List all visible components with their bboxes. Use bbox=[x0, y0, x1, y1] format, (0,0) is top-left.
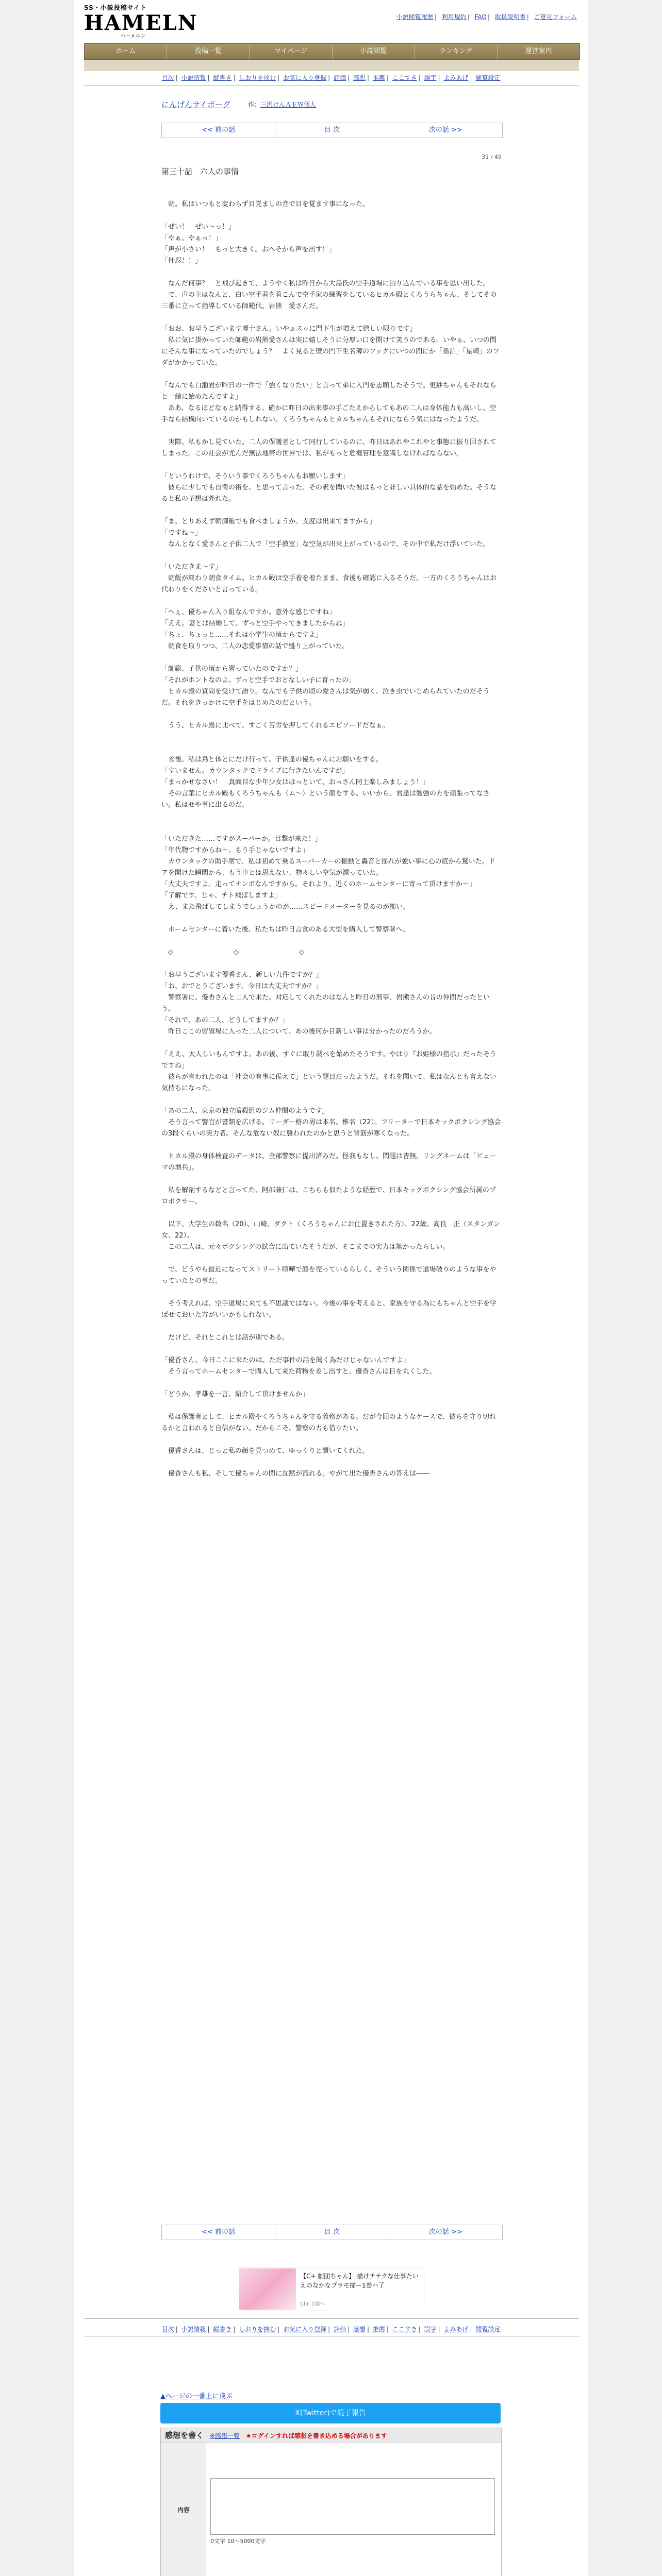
blank-line bbox=[161, 1038, 502, 1049]
paragraph: 「へぇ、優ちゃん入り組なんですか。意外な感じですね」 bbox=[161, 608, 336, 616]
paragraph: 彼らが言われたのは「社会の有事に備えて」という題目だったようだ。それを聞いて、私はなんとも言えない気持ちになった。 bbox=[161, 1073, 496, 1092]
blank-line bbox=[161, 550, 502, 562]
review-header bbox=[161, 2428, 501, 2443]
paragraph: で、どうやら最近になってストリート喧嘩で顔を売っているらしく、そういう関係で道場破りのような事をやっていたとの事だ。 bbox=[161, 1266, 496, 1285]
review-row bbox=[161, 2443, 501, 2576]
site-logo[interactable] bbox=[84, 3, 198, 39]
paragraph: 「押忍！！」 bbox=[161, 257, 202, 265]
review-content-label: 内容 bbox=[161, 2443, 206, 2576]
crumb-vertical[interactable]: 縦書き bbox=[213, 2326, 232, 2333]
blank-line bbox=[161, 426, 502, 437]
ad-sub: Cf+ 1週へ bbox=[300, 2301, 325, 2307]
crumb-review[interactable]: 感想 bbox=[353, 74, 366, 81]
nav-list[interactable]: 投稿一覧 bbox=[167, 44, 250, 59]
blank-line bbox=[161, 1174, 502, 1185]
crumb-favorite[interactable]: お気に入り登録 bbox=[283, 2326, 327, 2333]
page bbox=[74, 0, 588, 2576]
paragraph: 「年代物ですからね〜。もう手じゃないですよ」 bbox=[161, 846, 309, 854]
paragraph: 「優香さん、今日ここに来たのは、ただ事件の話を聞く為だけじゃないんですよ」 bbox=[161, 1357, 410, 1364]
link-feedback[interactable]: ご意見フォーム bbox=[534, 13, 577, 21]
link-manual[interactable]: 取扱説明書 bbox=[494, 13, 526, 21]
crumb-recommend[interactable]: 推薦 bbox=[372, 74, 385, 81]
logo-ruby: ハーメルン bbox=[120, 33, 146, 39]
blank-line bbox=[161, 913, 502, 924]
paragraph: 以下、大学生の数名（20）、山崎、ダクト（くろうちゃんにお仕置きされた方）、22歳、高良 正（スタンガン女、22）。 bbox=[161, 1221, 501, 1240]
paragraph: 「了解です。じゃ、チト飛ばしますよ」 bbox=[161, 892, 282, 900]
blank-line bbox=[161, 1287, 502, 1298]
nav-about[interactable]: 運営案内 bbox=[525, 47, 552, 55]
paragraph: 「師範、子供の頃から習っていたのですか？」 bbox=[161, 665, 303, 673]
paragraph: 「おお、お早うございます博士さん。いやぁスゥに門下生が増えて嬉しい限りです」 bbox=[161, 325, 417, 333]
paragraph: 優香さんは、じっと私の顔を見つめて、ゆっくりと頷いてくれた。 bbox=[161, 1447, 369, 1455]
paragraph: 「お、おでとうございます。今日は大丈夫ですか？」 bbox=[161, 982, 322, 990]
paragraph: 「ちょ、ちょっと……それは小学生の頃からですよ」 bbox=[161, 631, 322, 639]
paragraph: なんだ何事？ と飛び起きて、ようやく私は昨日から大島氏の空手道場に泊り込んでいる事を思い出した。 bbox=[161, 280, 490, 287]
sub-nav bbox=[84, 60, 579, 71]
char-count: 0文字 10〜5000文字 bbox=[210, 2538, 266, 2545]
paragraph: 「まっかせなさい！ 真面目な少年少女はほっといて、おっさん同士楽しみましょう！」 bbox=[161, 778, 429, 786]
author-link[interactable]: 三沢けんＡＥＷ個人 bbox=[260, 101, 317, 108]
paragraph: そう言ってホームセンターで購入して来た荷物を差し出すと、優香さんは目を丸くした。 bbox=[161, 1368, 436, 1376]
crumb-bookmark[interactable]: しおりを挟む bbox=[239, 74, 276, 81]
ad-thumbnail bbox=[239, 2268, 296, 2310]
pager-top bbox=[161, 123, 503, 138]
paragraph: 「ええ、大人しいもんですよ。あの後、すぐに取り調べを始めたそうです。やはり『お姫様の指示』だったそうですね」 bbox=[161, 1050, 496, 1070]
blank-line bbox=[161, 652, 502, 664]
blank-line bbox=[161, 958, 502, 970]
nav-home[interactable]: ホーム bbox=[85, 44, 167, 59]
paragraph: ヒカル殿の身体検査のデータは、全部警察に提出済みだ。怪我もなし、問題は皆無。リングネームは「ビューマの増兵」。 bbox=[161, 1153, 496, 1172]
paragraph: 「なんでも白瀬君が昨日の一件で「強くなりたい」と言って弟に入門を志願したそうで。更紗ちゃんもそれならと一緒に始めたんですよ」 bbox=[161, 382, 496, 401]
crumb-toc[interactable]: 目次 bbox=[161, 74, 174, 81]
blank-line bbox=[161, 267, 502, 278]
review-textarea[interactable] bbox=[210, 2478, 495, 2535]
blank-line bbox=[161, 1344, 502, 1355]
paragraph: 「お早うございます優香さん、新しい九件ですか？」 bbox=[161, 971, 323, 979]
chapter-body bbox=[161, 199, 502, 1480]
paragraph: 食後、私は鳥と体とにだけ行って、子供達の優ちゃんにお願いをする。 bbox=[161, 756, 383, 764]
paragraph: カウンタックの助手席で、私は初めて乗るスーパーカーの振動と轟音と揺れが強い事に心の底から驚いた。ドアを開けた瞬間から、もう車とは思えない、物々しい空気が漂っていた。 bbox=[161, 858, 495, 877]
blank-line bbox=[161, 936, 502, 947]
tweet-button[interactable]: X(Twitter)で読了報告 bbox=[160, 2403, 501, 2424]
crumb-typo[interactable]: 誤字 bbox=[424, 74, 437, 81]
crumb-recommend[interactable]: 推薦 bbox=[372, 2326, 385, 2333]
paragraph: ああ、なるほどなぁと納得する。確かに昨日の出来事の手ごたえからしてもあの二人は身体能力も高いし、空手なら結構向いているのかもしれない。くろうちゃんもヒカルちゃんもそれにならう気にはなったようだ。 bbox=[161, 404, 496, 423]
crumb-favorite[interactable]: お気に入り登録 bbox=[283, 74, 327, 81]
logo-wordmark: HAMELN bbox=[84, 11, 198, 35]
blank-line bbox=[161, 1400, 502, 1412]
crumb-rating[interactable]: 評価 bbox=[334, 2326, 346, 2333]
divider bbox=[84, 2318, 579, 2319]
paragraph: 「すいません。カウンタックでドライブに行きたいんですが」 bbox=[161, 767, 349, 775]
link-terms[interactable]: 利用規約 bbox=[441, 13, 467, 21]
paragraph: 昨日ここの留置場に入った二人について、あの後何か目新しい事は分かったのだろうか。 bbox=[161, 1028, 436, 1036]
paragraph: 警察署に、優香さんと二人で来た。対応してくれたのはなんと昨日の刑事、岩熊さんの昔の仲間だったという。 bbox=[161, 994, 490, 1013]
blank-line bbox=[161, 210, 502, 222]
crumb-typo[interactable]: 誤字 bbox=[424, 2326, 437, 2333]
paragraph: 「いただきま〜す」 bbox=[161, 563, 222, 571]
paragraph: 「大丈夫ですよ。走ってナンボなんですから。それより、近くのホームセンターに寄って頂けますか〜」 bbox=[161, 880, 476, 888]
blank-line bbox=[161, 811, 502, 822]
blank-line bbox=[161, 596, 502, 607]
crumb-info[interactable]: 小説情報 bbox=[181, 2326, 206, 2333]
paragraph: 私を解剖するなどと言ってた、阿部兼仁は、こちらも似たような経歴で、日本キックボクシング協会所属のプロボクサー。 bbox=[161, 1187, 496, 1206]
paragraph: 「ええ。妻とは結婚して、ずっと空手やってきましたからね」 bbox=[161, 620, 349, 628]
paragraph: ホームセンターに着いた後、私たちは昨日言食のある大型を購入して警察署へ。 bbox=[161, 926, 409, 934]
paragraph: この二人は、元々ボクシングの試合に出ていたそうだが、そこまでの実力は無かったらしい。 bbox=[161, 1243, 450, 1251]
pager-bottom bbox=[161, 2225, 503, 2240]
blank-line bbox=[161, 312, 502, 324]
novel-author bbox=[248, 100, 316, 109]
paragraph: で、声の主はなんと、白い空手着を着こんで空手家の練習をしているヒカル殿とくろうらちゃん、そしてその三番に立って指導している師範代、岩熊 愛さんだ。 bbox=[161, 291, 497, 310]
review-title: 感想を書く bbox=[165, 2431, 204, 2440]
blank-line bbox=[161, 1094, 502, 1106]
paragraph: そう考えれば、空手道場に来ても不思議ではない。今後の事を考えると、家族を守る為にもちゃんと空手を学ばせておいた方がいいかもしれない。 bbox=[161, 1300, 497, 1319]
paragraph: 「というわけで、そういう事でくろうちゃんもお願いします」 bbox=[161, 472, 349, 480]
logo-tagline: SS・小説投稿サイト bbox=[84, 4, 147, 11]
blank-line bbox=[161, 1378, 502, 1389]
paragraph: うう、ヒカル殿に比べて、すごく苦労を押してくれるエピソードだなぁ。 bbox=[161, 722, 389, 730]
header-links: 小説閲覧履歴 | 利用規約 | FAQ | 取扱説明書 | ご意見フォーム bbox=[396, 13, 577, 21]
main-nav bbox=[84, 43, 580, 60]
crumb-settings[interactable]: 閲覧設定 bbox=[475, 74, 501, 81]
crumb-tts[interactable]: よみあげ bbox=[443, 74, 469, 81]
novel-title[interactable]: にんげんサイボーグ bbox=[161, 100, 230, 109]
blank-line bbox=[161, 709, 502, 720]
paragraph: 朝。私はいつもと変わらず目覚ましの音で目を覚ます事になった。 bbox=[161, 200, 370, 208]
paragraph: 「声が小さい！ もっと大きく。おへそから声を出す！」 bbox=[161, 246, 336, 253]
paragraph: ◇ ◇ ◇ bbox=[161, 948, 304, 956]
review-list-link[interactable]: ※感想一覧 bbox=[209, 2432, 240, 2439]
paragraph: 実際、私もかし見ていた。二人の保護者として同行しているのに、昨日はあれやこれやと事態に振り回されてしまった。この社会が尤んだ無法地帯の世界では、私がもっと危機管理を意識しなければならない。 bbox=[161, 438, 497, 457]
blank-line bbox=[161, 505, 502, 516]
nav-read[interactable]: 小説閲覧 bbox=[333, 44, 415, 59]
prev-chapter-button[interactable]: << 前の話 bbox=[162, 123, 275, 138]
paragraph: その言葉にヒカル殿もくろうちゃんも（ム〜）という顔をする。いいから、君達は勉強の方を頑張ってなさい。私はせや事に出るのだ。 bbox=[161, 790, 490, 809]
paragraph: 「ぜい！ ぜい〜っ！」 bbox=[161, 223, 236, 231]
ad-text: 【C+ 劇団ちゃん】 描けチテクな仕事たい えのなかなプラモ描ー1巻ハ了 bbox=[300, 2273, 419, 2289]
crumb-vertical[interactable]: 縦書き bbox=[213, 74, 232, 81]
blank-line bbox=[161, 1140, 502, 1151]
blank-line bbox=[161, 1208, 502, 1219]
paragraph: 朝食を取りつつ、二人の恋愛事情の話で盛り上がっていた。 bbox=[161, 642, 349, 650]
blank-line bbox=[161, 743, 502, 754]
blank-line bbox=[161, 460, 502, 471]
blank-line bbox=[161, 369, 502, 380]
blank-line bbox=[161, 1253, 502, 1264]
crumb-toc[interactable]: 目次 bbox=[161, 2326, 174, 2333]
crumb-like[interactable]: ここすき bbox=[392, 74, 417, 81]
paragraph: 「それがホントなのよ。ずっと空手でおとなしい子に育ったの」 bbox=[161, 676, 356, 684]
prev-chapter-button[interactable]: << 前の話 bbox=[162, 2225, 275, 2240]
paragraph: 「あの二人、東京の独立暗殺組のジム仲間のようです」 bbox=[161, 1107, 329, 1115]
nav-ranking[interactable]: ランキング bbox=[415, 44, 498, 59]
back-to-top-link[interactable]: ▲ページの一番上に飛ぶ bbox=[160, 2393, 233, 2400]
ad-banner[interactable] bbox=[238, 2267, 424, 2311]
paragraph: 「ま、とりあえず朝御飯でも食べましょうか。支度は出来てますから」 bbox=[161, 518, 376, 526]
author-label: 作： bbox=[248, 101, 261, 108]
next-chapter-button[interactable]: 次の話 >> bbox=[428, 126, 462, 134]
paragraph: 私は保護者として、ヒカル殿やくろうちゃんを守る義務がある。だが今回のようなケースで、彼らを守り切れるかと言われると自信がない。だからこそ、警察の力も借りたい。 bbox=[161, 1413, 496, 1432]
nav-mypage[interactable]: マイページ bbox=[250, 44, 332, 59]
crumb-rating[interactable]: 評価 bbox=[334, 74, 346, 81]
paragraph: 「やぁ。やぁっ！」 bbox=[161, 234, 222, 242]
breadcrumb: 目次 | 小説情報 | 縦書き | しおりを挟む | お気に入り登録 | 評価 | 感想 | 推薦 | ここすき | 誤字 | よみあげ | 閲覧設定 bbox=[161, 74, 501, 81]
login-warning: ★ログインすれば感想を書き込める場合があります bbox=[245, 2432, 387, 2439]
blank-line bbox=[161, 1321, 502, 1332]
paragraph: 彼らに少しでも自衛の術を、と思って言った。その訳を聞いた彼はもっと詳しい具体的な話を始めた。そうなると私の予想は外れた。 bbox=[161, 484, 497, 503]
crumb-review[interactable]: 感想 bbox=[353, 2326, 366, 2333]
paragraph: 私に気に掛かっていた師範の岩熊愛さんは実に嬉しそうに分厚い口を開けて笑うのである。いやぁ、いつの間にそんな事になっていたのでしょう？ よく見ると壁の門下生名簿のフックにいつの間にか「孫泊」「星崎」のフダがかかっていた。 bbox=[161, 336, 500, 367]
chapter-title: 第三十話 六人の事情 bbox=[161, 167, 239, 176]
paragraph: 「ですね〜」 bbox=[161, 529, 202, 537]
paragraph: だけど、それとこれとは話が別である。 bbox=[161, 1334, 289, 1342]
breadcrumb-bottom: 目次 | 小説情報 | 縦書き | しおりを挟む | お気に入り登録 | 評価 | 感想 | 推薦 | ここすき | 誤字 | よみあげ | 閲覧設定 bbox=[161, 2326, 501, 2333]
blank-line bbox=[161, 732, 502, 743]
crumb-like[interactable]: ここすき bbox=[392, 2326, 417, 2333]
blank-line bbox=[161, 822, 502, 834]
crumb-bookmark[interactable]: しおりを挟む bbox=[239, 2326, 276, 2333]
link-faq[interactable]: FAQ bbox=[474, 13, 487, 21]
paragraph: 「それで、あの二人、どうしてますか？」 bbox=[161, 1016, 289, 1024]
paragraph: 「いただきた……ですがスーパーか。目撃が来た！」 bbox=[161, 835, 322, 843]
crumb-settings[interactable]: 閲覧設定 bbox=[475, 2326, 501, 2333]
paragraph: 優香さんも私、そして優ちゃんの間に沈黙が流れる。やがて出た優香さんの答えは―― bbox=[161, 1470, 430, 1478]
link-history[interactable]: 小説閲覧履歴 bbox=[396, 13, 434, 21]
crumb-info[interactable]: 小説情報 bbox=[181, 74, 206, 81]
paragraph: なんとなく愛さんと子供二人で「空手教室」な空気が出来上がっているので、その中で私だけ浮いていた。 bbox=[161, 540, 490, 548]
page-count: 31 / 49 bbox=[482, 154, 502, 160]
blank-line bbox=[161, 1434, 502, 1446]
crumb-tts[interactable]: よみあげ bbox=[443, 2326, 469, 2333]
paragraph: 朝飯が終わり朝食タイム。ヒカル殿は空手着を着たまま、食後も確認に入るそうだ。一方のくろうちゃんはお代わりをくださいと言っている。 bbox=[161, 574, 497, 594]
review-form bbox=[160, 2428, 502, 2576]
paragraph: え、また飛ばしてしまうでしょうかのが……スピードメーターを見るのが怖い。 bbox=[161, 903, 410, 911]
paragraph: 「どうか、孝雄を一言、紹介して頂けませんか」 bbox=[161, 1391, 309, 1398]
toc-button[interactable]: 目 次 bbox=[275, 2225, 389, 2240]
blank-line bbox=[161, 1457, 502, 1468]
next-chapter-button[interactable]: 次の話 >> bbox=[428, 2228, 462, 2236]
toc-button[interactable]: 目 次 bbox=[275, 123, 389, 138]
paragraph: そう言って警官が書類を広げる。リーダー格の男は本名、椎名（22）。フリーターで日本キックボクシング協会の3段くらいの実力者。そんな危ない奴に襲われたのかと思うと背筋が寒くなった。 bbox=[161, 1118, 501, 1138]
paragraph: ヒカル殿の質問を受けて語り。なんでも子供の頃の愛さんは気が弱く、泣き虫でいじめられていたのだそうだ。それをきっかけに空手をはじめたのだという。 bbox=[161, 688, 490, 707]
